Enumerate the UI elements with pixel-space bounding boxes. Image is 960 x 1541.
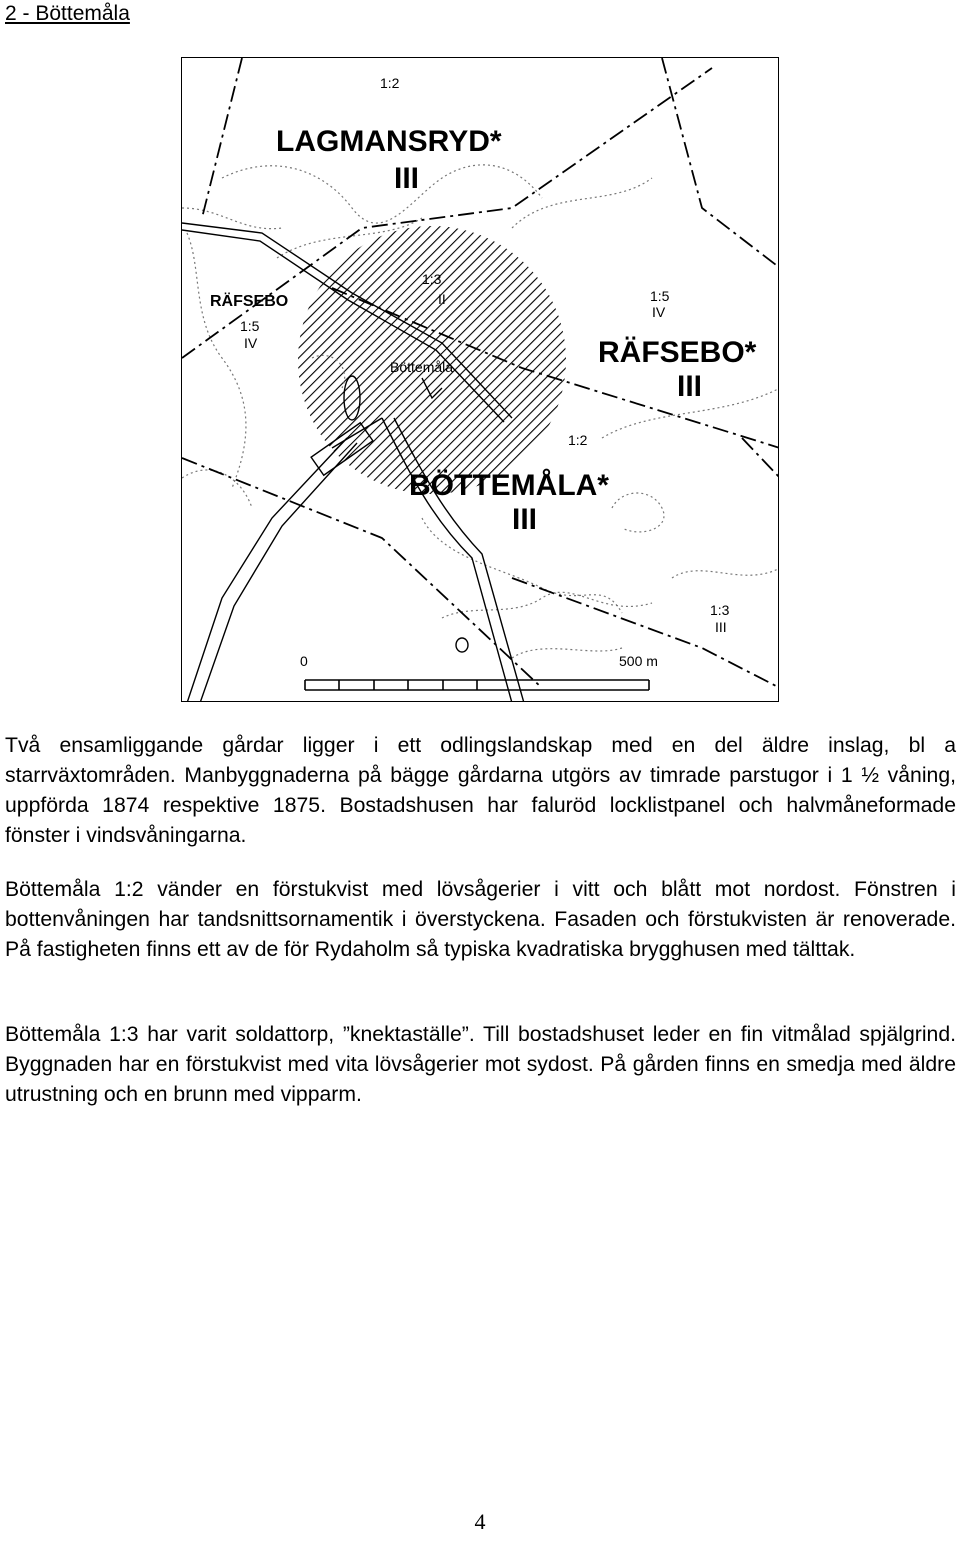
label-bottemala-village: Böttemåla [390, 359, 454, 375]
label-prop-center-class: II [438, 291, 446, 307]
label-prop-east: 1:2 [568, 432, 588, 448]
page-number: 4 [474, 1509, 486, 1534]
paragraph-bottemala-1-3: Böttemåla 1:3 har varit soldattorp, ”knektaställe”. Till bostadshuset leder en fin vitmålad spjälgrind. Byggnaden har en förstukvist med vita lövsågerier mot sydost. På gården finns en smedja med äldre utrustning och en brunn med vipparm. [5, 1023, 956, 1106]
label-rafsebo-large: RÄFSEBO* [598, 336, 757, 369]
label-lagmansryd-class: III [394, 162, 420, 195]
paragraph-bottemala-1-2: Böttemåla 1:2 vänder en förstukvist med lövsågerier i vitt och blått mot nordost. Fönstren i bottenvåningen har tandsnittsornamentik i överstyckena. Fasaden och förstukvisten är renoverade. På fastigheten finns ett av de för Rydaholm så typiska kvadratiska brygghusen med tälttak. [5, 878, 956, 961]
label-rafsebo-small-class: IV [244, 335, 258, 351]
label-prop-southeast-class: III [715, 619, 727, 635]
label-lagmansryd: LAGMANSRYD* [276, 125, 502, 158]
paragraph-intro: Två ensamliggande gårdar ligger i ett odlingslandskap med en del äldre inslag, bl a starrväxtområden. Manbyggnaderna på bägge gårdarna utgörs av timrade parstugor i 1 ½ våning, uppförda 1874 respektive 1875. Bostadshusen har faluröd locklistpanel och halvmåneformade fönster i vindsvåningarna. [5, 734, 956, 847]
label-rafsebo-small: RÄFSEBO [210, 293, 289, 310]
scale-start-label: 0 [300, 653, 308, 669]
label-rafsebo-large-prop-class: IV [652, 304, 666, 320]
label-rafsebo-large-class: III [677, 370, 703, 403]
label-bottemala: BÖTTEMÅLA* [409, 469, 609, 502]
scale-end-label: 500 m [619, 653, 658, 669]
pond-feature [456, 638, 468, 652]
property-map [181, 57, 779, 702]
label-rafsebo-large-prop: 1:5 [650, 288, 670, 304]
label-rafsebo-small-prop: 1:5 [240, 318, 260, 334]
section-heading: 2 - Böttemåla [5, 2, 130, 25]
label-bottemala-class: III [512, 503, 538, 536]
label-prop-southeast: 1:3 [710, 602, 730, 618]
label-prop-center: 1:3 [422, 271, 442, 287]
label-prop-top: 1:2 [380, 75, 400, 91]
scale-bar [305, 680, 649, 690]
